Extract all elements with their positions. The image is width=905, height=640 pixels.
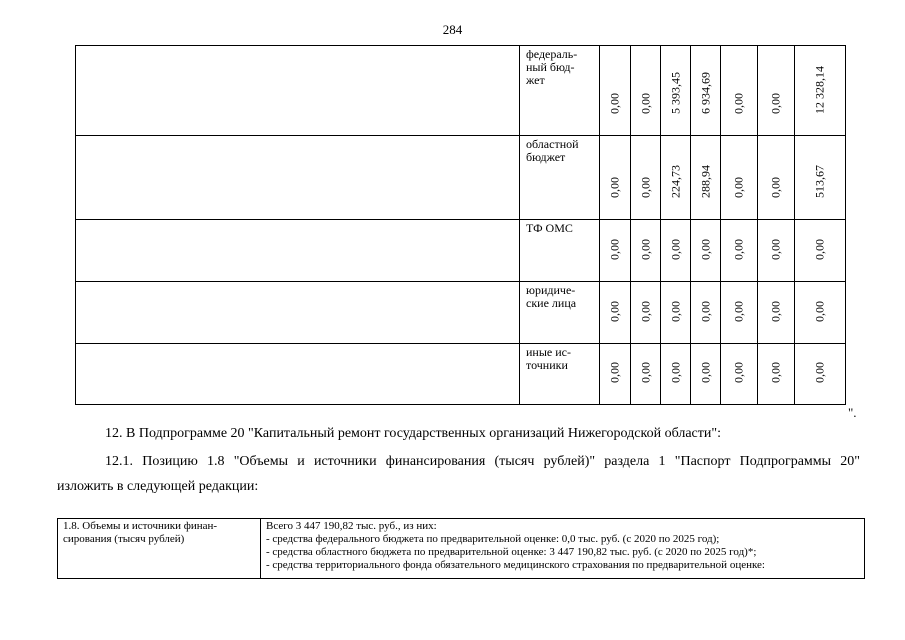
value-cell [631, 282, 661, 344]
value-text: 0,00 [768, 362, 783, 383]
table-row [76, 344, 846, 405]
value-cell [721, 344, 758, 405]
value-text: 0,00 [638, 301, 652, 322]
passport-label-line: сирования (тысяч рублей) [63, 533, 185, 545]
value-cell [661, 220, 691, 282]
source-label-line: бюджет [526, 150, 566, 164]
value-text: 0,00 [607, 93, 622, 114]
source-label-line: ские лица [526, 296, 577, 310]
blank-cell [76, 136, 520, 220]
value-text: 0,00 [668, 239, 682, 260]
page-number: 284 [442, 22, 463, 37]
value-text: 0,00 [812, 301, 827, 322]
value-cell [691, 46, 721, 136]
source-label-line: областной [526, 137, 579, 151]
paragraph-12-1-line2: изложить в следующей редакции: [57, 479, 259, 494]
source-label-line: юридиче- [526, 283, 576, 297]
source-label-line: иные ис- [526, 345, 571, 359]
value-text: 0,00 [768, 301, 783, 322]
value-cell [758, 220, 795, 282]
value-cell [600, 46, 631, 136]
value-text: 0,00 [607, 301, 622, 322]
value-cell [758, 282, 795, 344]
value-text: 0,00 [668, 301, 682, 322]
value-cell [795, 46, 846, 136]
value-text: 0,00 [731, 177, 746, 198]
value-text: 12 328,14 [812, 66, 827, 114]
source-label [520, 136, 600, 220]
value-text: 0,00 [731, 362, 746, 383]
value-text: 0,00 [698, 239, 712, 260]
source-label-line: ный бюд- [526, 60, 575, 74]
value-text: 0,00 [698, 362, 712, 383]
value-text: 0,00 [607, 239, 622, 260]
passport-content-line: - средства областного бюджета по предварительной оценке: 3 447 190,82 тыс. руб. (с 2020 по 2025 год)*; [266, 546, 757, 558]
value-text: 224,73 [668, 165, 682, 198]
source-label [520, 220, 600, 282]
source-label-line: федераль- [526, 47, 578, 61]
source-label-line: ТФ ОМС [526, 221, 573, 235]
table-row [76, 220, 846, 282]
source-label [520, 46, 600, 136]
value-cell [631, 136, 661, 220]
value-text: 0,00 [812, 362, 827, 383]
table-row [76, 136, 846, 220]
table-row [76, 46, 846, 136]
value-text: 288,94 [698, 165, 712, 198]
value-text: 0,00 [768, 177, 783, 198]
passport-content-cell [261, 519, 865, 579]
paragraph-12-1-line1: 12.1. Позицию 1.8 "Объемы и источники финансирования (тысяч рублей)" раздела 1 "Паспорт Подпрограммы 20" [105, 454, 860, 469]
value-cell [691, 344, 721, 405]
source-label-line: жет [526, 73, 545, 87]
value-text: 513,67 [812, 165, 827, 198]
value-cell [631, 220, 661, 282]
source-label [520, 344, 600, 405]
passport-content-line: - средства федерального бюджета по предварительной оценке: 0,0 тыс. руб. (с 2020 по 2025 год); [266, 533, 720, 545]
value-text: 0,00 [638, 93, 652, 114]
value-text: 0,00 [638, 362, 652, 383]
value-cell [721, 282, 758, 344]
table-row [76, 282, 846, 344]
value-cell [600, 136, 631, 220]
passport-table [57, 518, 865, 579]
value-cell [691, 220, 721, 282]
closing-quote: ". [848, 405, 857, 420]
value-text: 0,00 [768, 93, 783, 114]
blank-cell [76, 344, 520, 405]
financing-table [75, 45, 846, 405]
value-text: 0,00 [731, 93, 746, 114]
value-cell [758, 136, 795, 220]
passport-label-line: 1.8. Объемы и источники финан- [63, 520, 218, 532]
value-cell [758, 46, 795, 136]
value-text: 6 934,69 [698, 72, 712, 114]
value-cell [691, 136, 721, 220]
blank-cell [76, 282, 520, 344]
value-text: 0,00 [812, 239, 827, 260]
value-cell [691, 282, 721, 344]
value-text: 0,00 [698, 301, 712, 322]
blank-cell [76, 220, 520, 282]
value-cell [795, 344, 846, 405]
value-text: 0,00 [768, 239, 783, 260]
value-cell [795, 220, 846, 282]
value-cell [795, 136, 846, 220]
value-text: 0,00 [731, 301, 746, 322]
value-cell [661, 282, 691, 344]
value-cell [600, 282, 631, 344]
source-label [520, 282, 600, 344]
paragraph-12: 12. В Подпрограмме 20 "Капитальный ремонт государственных организаций Нижегородской области": [105, 426, 721, 441]
value-cell [631, 344, 661, 405]
value-cell [721, 46, 758, 136]
value-cell [795, 282, 846, 344]
value-text: 0,00 [638, 239, 652, 260]
passport-label-cell [58, 519, 261, 579]
value-text: 5 393,45 [668, 72, 682, 114]
value-text: 0,00 [731, 239, 746, 260]
passport-content-line: - средства территориального фонда обязательного медицинского страхования по предварительной оценке: [266, 559, 765, 571]
source-label-line: точники [526, 358, 568, 372]
value-cell [661, 344, 691, 405]
value-text: 0,00 [638, 177, 652, 198]
value-cell [661, 46, 691, 136]
passport-content-line: Всего 3 447 190,82 тыс. руб., из них: [266, 520, 437, 532]
value-text: 0,00 [607, 362, 622, 383]
value-cell [758, 344, 795, 405]
value-cell [600, 344, 631, 405]
value-text: 0,00 [607, 177, 622, 198]
value-text: 0,00 [668, 362, 682, 383]
value-cell [721, 136, 758, 220]
blank-cell [76, 46, 520, 136]
value-cell [721, 220, 758, 282]
value-cell [631, 46, 661, 136]
value-cell [600, 220, 631, 282]
passport-label [63, 520, 255, 546]
value-cell [661, 136, 691, 220]
